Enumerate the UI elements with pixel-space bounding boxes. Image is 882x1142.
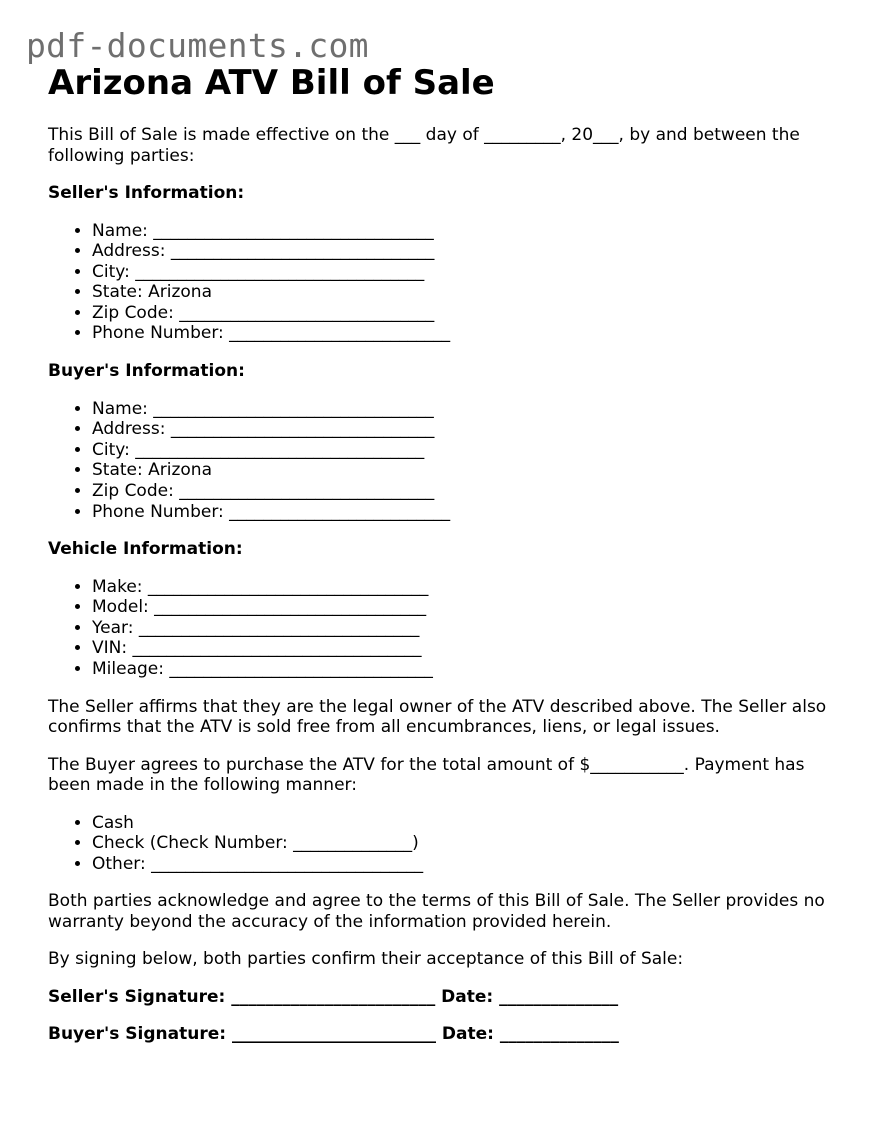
seller-phone-field: • Phone Number: __________________________: [92, 323, 848, 344]
vehicle-mileage-field: • Mileage: _______________________________: [92, 659, 848, 680]
affirmation-paragraph: The Seller affirms that they are the legal owner of the ATV described above. The Seller also confirms that the ATV is sold free from all encumbrances, liens, or legal issues.: [48, 696, 827, 738]
seller-name-field: • Name: _________________________________: [92, 221, 848, 242]
vehicle-info-list: [48, 577, 848, 680]
watermark-logo-text: pdf-documents.com: [26, 26, 369, 65]
seller-info-list: [48, 221, 848, 345]
buyer-address-field: • Address: _______________________________: [92, 419, 848, 440]
vehicle-vin-field: • VIN: __________________________________: [92, 638, 848, 659]
seller-state-field: • State: Arizona: [92, 282, 848, 303]
buyer-signature-line: Buyer's Signature: ________________________ Date: ______________: [48, 1024, 619, 1045]
purchase-paragraph: The Buyer agrees to purchase the ATV for the total amount of $___________. Payment has been made in the following manner:: [48, 754, 805, 796]
vehicle-year-field: • Year: _________________________________: [92, 618, 848, 639]
buyer-name-field: • Name: _________________________________: [92, 399, 848, 420]
buyer-info-list: [48, 399, 848, 523]
document-title: Arizona ATV Bill of Sale: [48, 63, 495, 103]
intro-paragraph: This Bill of Sale is made effective on the ___ day of _________, 20___, by and between the following parties:: [48, 125, 800, 166]
seller-city-field: • City: __________________________________: [92, 262, 848, 283]
document-body: [48, 62, 848, 1045]
signing-paragraph: By signing below, both parties confirm their acceptance of this Bill of Sale:: [48, 949, 684, 970]
buyer-city-field: • City: __________________________________: [92, 440, 848, 461]
payment-other-option: • Other: ________________________________: [92, 854, 848, 875]
seller-zip-field: • Zip Code: ______________________________: [92, 303, 848, 324]
buyer-section-heading: Buyer's Information:: [48, 361, 245, 382]
seller-section-heading: Seller's Information:: [48, 183, 245, 203]
acknowledgment-paragraph: Both parties acknowledge and agree to the terms of this Bill of Sale. The Seller provides no warranty beyond the accuracy of the information provided herein.: [48, 891, 825, 932]
vehicle-model-field: • Model: ________________________________: [92, 597, 848, 618]
seller-address-field: • Address: _______________________________: [92, 241, 848, 262]
vehicle-make-field: • Make: _________________________________: [92, 577, 848, 598]
buyer-state-field: • State: Arizona: [92, 460, 848, 481]
seller-signature-line: Seller's Signature: ________________________ Date: ______________: [48, 986, 619, 1007]
vehicle-section-heading: Vehicle Information:: [48, 539, 243, 560]
payment-method-list: [48, 813, 848, 875]
buyer-zip-field: • Zip Code: ______________________________: [92, 481, 848, 502]
buyer-phone-field: • Phone Number: __________________________: [92, 502, 848, 523]
payment-cash-option: • Cash: [92, 813, 848, 834]
payment-check-option: • Check (Check Number: ______________): [92, 833, 848, 854]
